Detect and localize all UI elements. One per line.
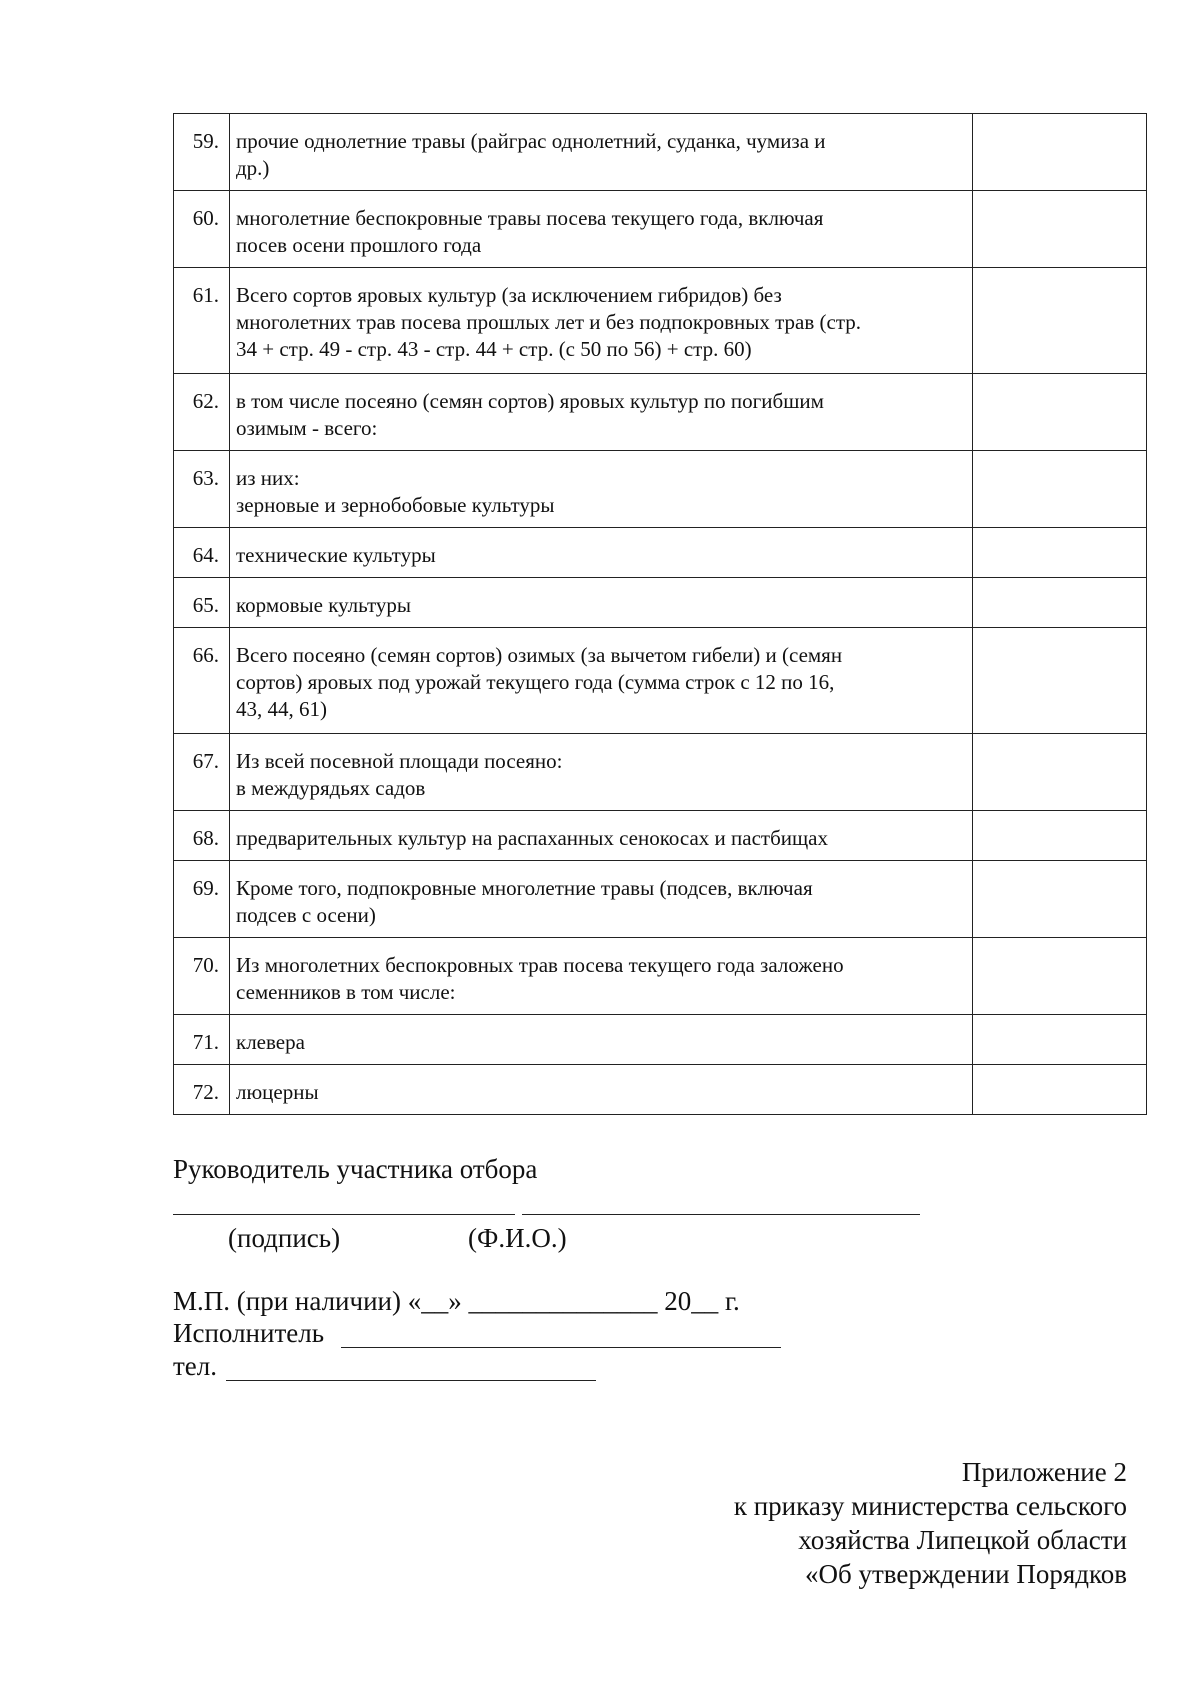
row-description-line: подсев с осени) <box>236 903 376 927</box>
row-description-line: Всего посеяно (семян сортов) озимых (за вычетом гибели) и (семян <box>236 643 843 667</box>
row-description <box>230 628 973 734</box>
table-row <box>174 938 1147 1015</box>
table-row <box>174 1015 1147 1065</box>
row-description-line: из них: <box>236 466 300 490</box>
row-value-cell[interactable] <box>973 1065 1147 1115</box>
row-number: 71. <box>174 1015 230 1065</box>
fio-caption: (Ф.И.О.) <box>468 1223 567 1253</box>
row-description-line: многолетних трав посева прошлых лет и без подпокровных трав (стр. <box>236 310 862 334</box>
row-value-cell[interactable] <box>973 451 1147 528</box>
row-description-line: люцерны <box>236 1080 319 1104</box>
table-row <box>174 1065 1147 1115</box>
fio-line[interactable] <box>522 1214 920 1215</box>
row-number: 64. <box>174 528 230 578</box>
row-description-line: предварительных культур на распаханных сенокосах и пастбищах <box>236 826 828 850</box>
row-description-line: 43, 44, 61) <box>236 697 327 721</box>
row-number: 72. <box>174 1065 230 1115</box>
crop-report-table <box>173 113 1147 1115</box>
row-number: 65. <box>174 578 230 628</box>
row-number: 66. <box>174 628 230 734</box>
row-description <box>230 114 973 191</box>
row-description-line: клевера <box>236 1030 305 1054</box>
head-of-participant-label: Руководитель участника отбора <box>173 1154 538 1184</box>
row-description <box>230 451 973 528</box>
row-description-line: сортов) яровых под урожай текущего года (сумма строк с 12 по 16, <box>236 670 835 694</box>
row-number: 68. <box>174 811 230 861</box>
row-number: 70. <box>174 938 230 1015</box>
table-row <box>174 451 1147 528</box>
row-description <box>230 861 973 938</box>
executor-line[interactable] <box>341 1347 781 1348</box>
table-row <box>174 528 1147 578</box>
row-number: 62. <box>174 374 230 451</box>
row-description-line: технические культуры <box>236 543 436 567</box>
table-row <box>174 811 1147 861</box>
table-row <box>174 861 1147 938</box>
row-value-cell[interactable] <box>973 191 1147 268</box>
row-description <box>230 1065 973 1115</box>
row-value-cell[interactable] <box>973 938 1147 1015</box>
row-value-cell[interactable] <box>973 628 1147 734</box>
row-description-line: многолетние беспокровные травы посева текущего года, включая <box>236 206 824 230</box>
row-description-line: Из многолетних беспокровных трав посева текущего года заложено <box>236 953 844 977</box>
table-row <box>174 268 1147 374</box>
executor-label: Исполнитель <box>173 1318 325 1348</box>
row-value-cell[interactable] <box>973 528 1147 578</box>
row-value-cell[interactable] <box>973 861 1147 938</box>
table-row <box>174 374 1147 451</box>
row-description-line: Всего сортов яровых культур (за исключением гибридов) без <box>236 283 782 307</box>
table-row <box>174 734 1147 811</box>
row-value-cell[interactable] <box>973 734 1147 811</box>
row-description-line: озимым - всего: <box>236 416 378 440</box>
row-description <box>230 734 973 811</box>
row-value-cell[interactable] <box>973 374 1147 451</box>
row-description <box>230 811 973 861</box>
row-number: 67. <box>174 734 230 811</box>
row-description <box>230 1015 973 1065</box>
row-value-cell[interactable] <box>973 114 1147 191</box>
row-description-line: 34 + стр. 49 - стр. 43 - стр. 44 + стр. (с 50 по 56) + стр. 60) <box>236 337 752 361</box>
row-description <box>230 938 973 1015</box>
table-row <box>174 114 1147 191</box>
row-number: 61. <box>174 268 230 374</box>
row-value-cell[interactable] <box>973 1015 1147 1065</box>
appendix-line: хозяйства Липецкой области <box>798 1525 1127 1555</box>
appendix-line: к приказу министерства сельского <box>733 1491 1127 1521</box>
row-number: 60. <box>174 191 230 268</box>
row-number: 69. <box>174 861 230 938</box>
stamp-date-line: М.П. (при наличии) «__» ______________ 20__ г. <box>173 1286 740 1316</box>
row-description-line: в междурядьях садов <box>236 776 426 800</box>
table-row <box>174 191 1147 268</box>
row-description <box>230 268 973 374</box>
row-description <box>230 528 973 578</box>
row-value-cell[interactable] <box>973 578 1147 628</box>
appendix-line: Приложение 2 <box>961 1457 1127 1487</box>
row-description-line: в том числе посеяно (семян сортов) яровых культур по погибшим <box>236 389 824 413</box>
row-description-line: зерновые и зернобобовые культуры <box>236 493 555 517</box>
row-description-line: др.) <box>236 156 270 180</box>
signature-caption: (подпись) <box>228 1223 341 1253</box>
row-description <box>230 191 973 268</box>
row-number: 59. <box>174 114 230 191</box>
phone-label: тел. <box>173 1351 218 1381</box>
appendix-line: «Об утверждении Порядков <box>805 1559 1127 1589</box>
row-description-line: Кроме того, подпокровные многолетние травы (подсев, включая <box>236 876 813 900</box>
row-description-line: кормовые культуры <box>236 593 411 617</box>
row-description-line: посев осени прошлого года <box>236 233 482 257</box>
row-description-line: Из всей посевной площади посеяно: <box>236 749 563 773</box>
appendix-heading <box>567 1455 1127 1591</box>
signature-line[interactable] <box>173 1214 515 1215</box>
table-row <box>174 578 1147 628</box>
row-description-line: прочие однолетние травы (райграс однолетний, суданка, чумиза и <box>236 129 826 153</box>
row-description <box>230 374 973 451</box>
table-row <box>174 628 1147 734</box>
phone-line[interactable] <box>226 1380 596 1381</box>
row-value-cell[interactable] <box>973 811 1147 861</box>
row-value-cell[interactable] <box>973 268 1147 374</box>
row-description-line: семенников в том числе: <box>236 980 456 1004</box>
row-description <box>230 578 973 628</box>
row-number: 63. <box>174 451 230 528</box>
